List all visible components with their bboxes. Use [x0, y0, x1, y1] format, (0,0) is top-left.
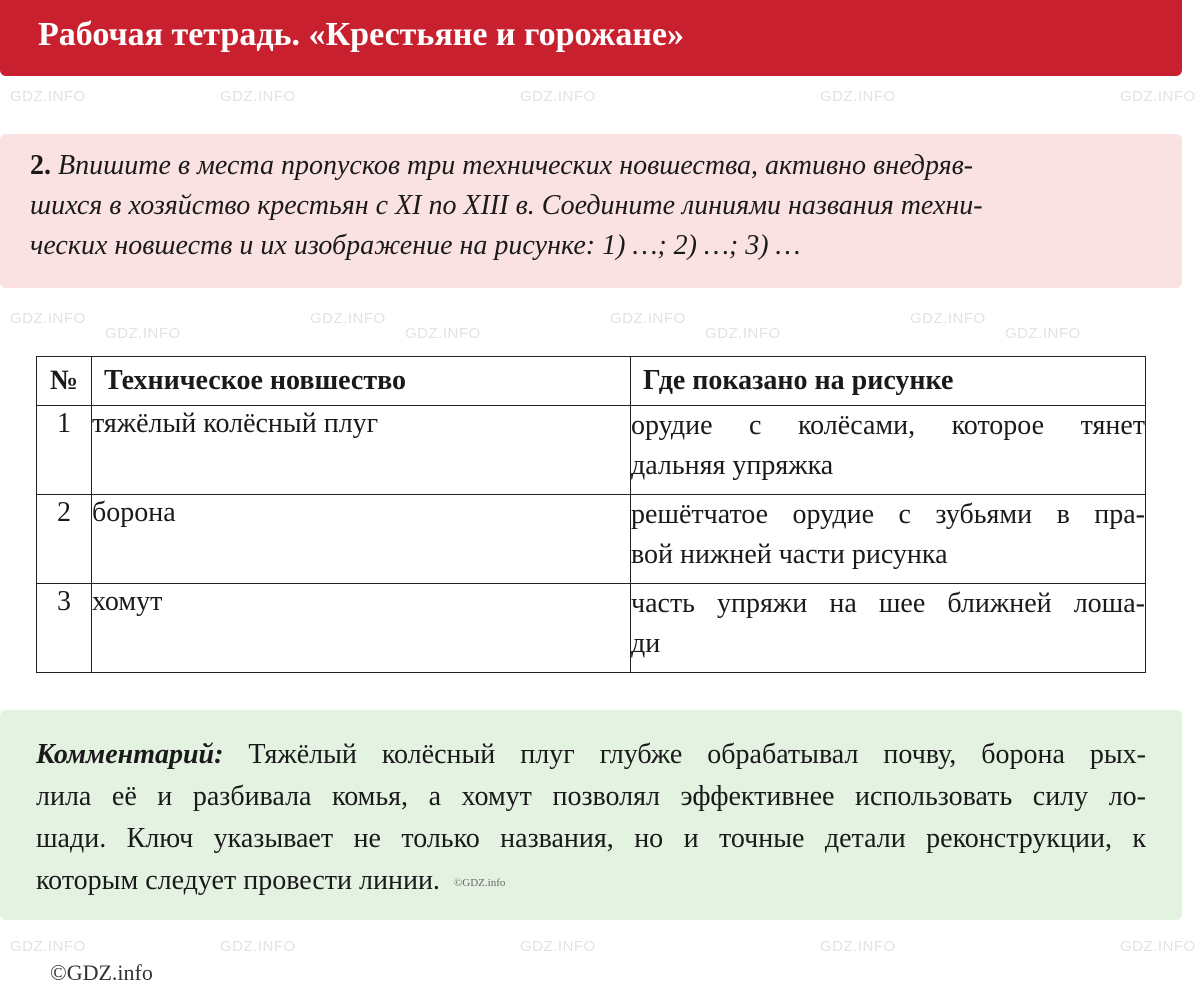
comment-label: Комментарий: [36, 739, 224, 770]
task-number: 2. [30, 150, 51, 181]
task-line [30, 146, 1160, 186]
row-innovation: тяжёлый колёсный плуг [92, 406, 631, 495]
header-number: № [37, 357, 92, 406]
location-line: орудие с колёсами, которое тянет [631, 410, 1145, 441]
watermark-text: GDZ.INFO [820, 938, 896, 955]
watermark-text: GDZ.INFO [405, 325, 481, 342]
watermark-text: GDZ.INFO [520, 938, 596, 955]
watermark-text: GDZ.INFO [10, 938, 86, 955]
comment-line-text: Тяжёлый колёсный плуг глубже обрабатывал почву, борона рых- [223, 739, 1146, 770]
location-line: решётчатое орудие с зубьями в пра- [631, 499, 1145, 530]
header-location: Где показано на рисунке [631, 357, 1146, 406]
watermark-text: GDZ.INFO [10, 310, 86, 327]
page-header [0, 0, 1182, 76]
row-location [631, 406, 1146, 495]
page-title: Рабочая тетрадь. «Крестьяне и горожане» [38, 16, 684, 53]
row-innovation: борона [92, 495, 631, 584]
location-line: ди [631, 628, 661, 659]
task-line-text: ческих новшеств и их изображение на рисунке: 1) …; 2) …; 3) … [30, 230, 801, 261]
row-number: 2 [37, 495, 92, 584]
watermark-text: GDZ.INFO [1120, 88, 1196, 105]
table-header-row [37, 357, 1146, 406]
location-line: часть упряжи на шее ближней лоша- [631, 588, 1145, 619]
footer-copyright: ©GDZ.info [50, 960, 153, 985]
row-innovation: хомут [92, 584, 631, 673]
task-block [0, 134, 1182, 288]
row-location [631, 495, 1146, 584]
comment-line-text: шади. Ключ указывает не только названия, но и точные детали реконструкции, к [36, 823, 1146, 854]
inline-copyright-mark: ©GDZ.info [453, 876, 506, 889]
table-row [37, 406, 1146, 495]
watermark-text: GDZ.INFO [1120, 938, 1196, 955]
header-innovation: Техническое новшество [92, 357, 631, 406]
watermark-text: GDZ.INFO [1005, 325, 1081, 342]
task-line-text: Впишите в места пропусков три технических новшества, активно внедряв- [58, 150, 974, 181]
comment-line [36, 860, 1146, 904]
table-row [37, 495, 1146, 584]
watermark-text: GDZ.INFO [220, 88, 296, 105]
comment-line-text: лила её и разбивала комья, а хомут позволял эффективнее использовать силу ло- [36, 781, 1146, 812]
location-line: вой нижней части рисунка [631, 539, 948, 570]
task-text [30, 146, 1160, 266]
answer-table [36, 356, 1146, 673]
comment-block [0, 710, 1182, 920]
watermark-text: GDZ.INFO [910, 310, 986, 327]
watermark-text: GDZ.INFO [310, 310, 386, 327]
watermark-text: GDZ.INFO [705, 325, 781, 342]
watermark-text: GDZ.INFO [610, 310, 686, 327]
row-number: 1 [37, 406, 92, 495]
watermark-text: GDZ.INFO [10, 88, 86, 105]
task-line-text: шихся в хозяйство крестьян с XI по XIII в. Соедините линиями названия техни- [30, 190, 983, 221]
row-location [631, 584, 1146, 673]
watermark-text: GDZ.INFO [820, 88, 896, 105]
watermark-text: GDZ.INFO [220, 938, 296, 955]
comment-line [36, 734, 1146, 776]
watermark-text: GDZ.INFO [520, 88, 596, 105]
location-line: дальняя упряжка [631, 450, 834, 481]
watermark-text: GDZ.INFO [105, 325, 181, 342]
row-number: 3 [37, 584, 92, 673]
comment-line-text: которым следует провести линии. [36, 865, 440, 896]
table-row [37, 584, 1146, 673]
comment-text [36, 734, 1146, 904]
